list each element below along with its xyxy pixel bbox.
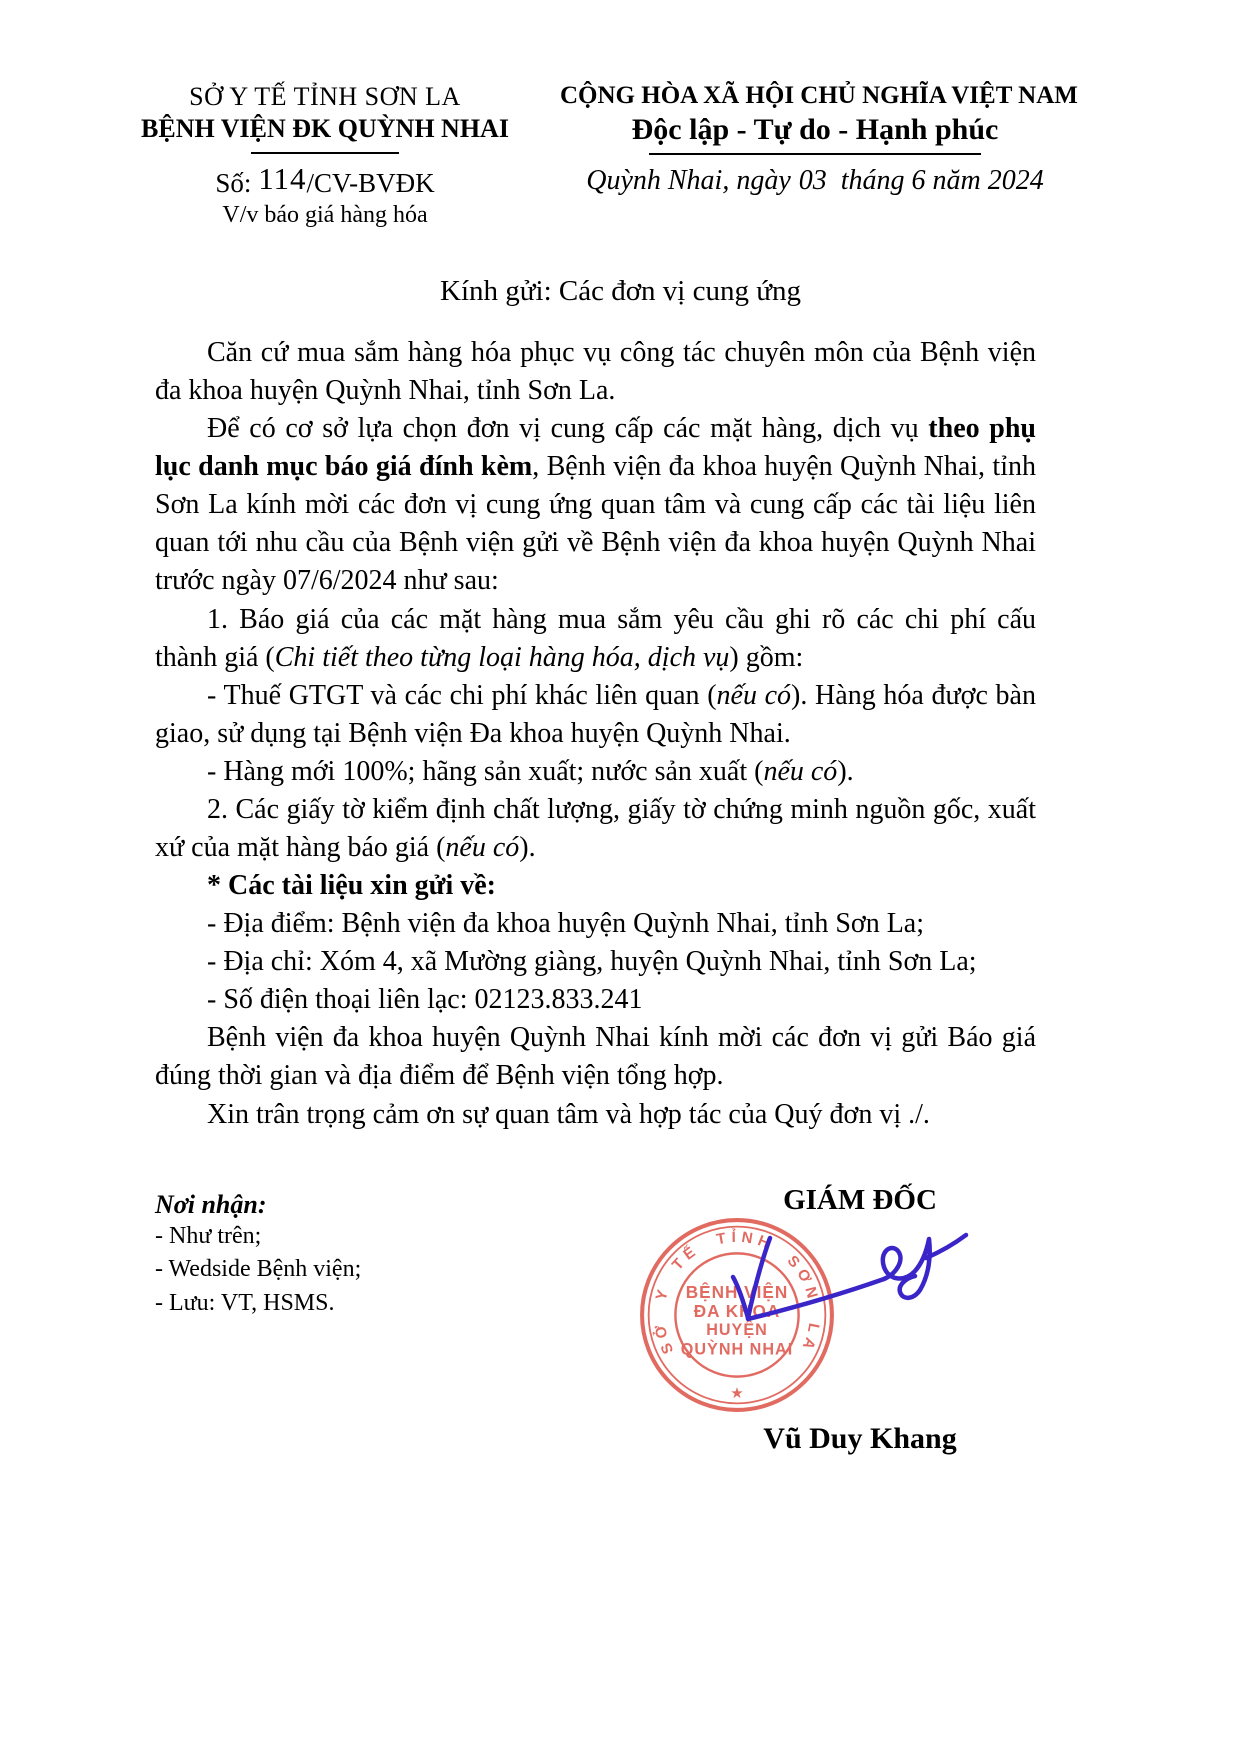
document-footer [0,1183,1241,1730]
place-date-line [560,165,1070,197]
paragraph-2 [155,410,1036,600]
paragraph-4-italic-run: nếu có [716,679,792,711]
paragraph-8: - Địa điểm: Bệnh viện đa khoa huyện Quỳnh Nhai, tỉnh Sơn La; [207,908,925,940]
signer-name: Vũ Duy Khang [763,1421,957,1455]
paragraph-6-run: 2. Các giấy tờ kiểm định chất lượng, giấy tờ chứng minh nguồn gốc, xuất xứ của mặt hàng báo giá ( [155,793,1036,864]
dateline-day: 03 [798,165,827,196]
stamp-star-icon: ★ [730,1384,744,1402]
paragraph-2-bold-run: theo phụ lục danh mục báo giá đính kèm [155,413,1036,483]
signature-stroke [748,1238,770,1318]
number-suffix: /CV-BVĐK [306,168,435,198]
parent-org-name: SỞ Y TẾ TỈNH SƠN LA [189,82,461,111]
stamp-ring-text: SỞ Y TẾ TỈNH SƠN LA [650,1228,823,1357]
signature-ink-icon [712,1218,976,1342]
paragraph-10: - Số điện thoại liên lạc: 02123.833.241 [207,984,643,1016]
paragraph-2-run: , Bệnh viện đa khoa huyện Quỳnh Nhai, tỉnh Sơn La kính mời các đơn vị cung ứng quan tâm và cung cấp các tài liệu liên quan tới nhu cầu của Bệnh viện gửi về Bệnh viện đa khoa huyện Quỳnh Nhai trước ngày 07/6/2024 như sau: [155,451,1036,597]
paragraph-2-run: Để có cơ sở lựa chọn đơn vị cung cấp các mặt hàng, dịch vụ [207,413,929,445]
recipient-line: Kính gửi: Các đơn vị cung ứng [440,275,801,307]
stamp-center-line: BỆNH VIỆN [685,1281,789,1302]
paragraph-6-run: ). [519,832,536,864]
recipients-item: - Như trên; [155,1222,262,1249]
paragraph-5 [155,753,1036,791]
paragraph-1: Căn cứ mua sắm hàng hóa phục vụ công tác chuyên môn của Bệnh viện đa khoa huyện Quỳnh Nhai, tỉnh Sơn La. [155,337,1036,407]
paragraph-4-run: ). Hàng hóa được bàn giao, sử dụng tại Bệnh viện Đa khoa huyện Quỳnh Nhai. [155,679,1036,749]
stamp-center-line: QUỲNH NHAI [680,1340,794,1359]
signature-stroke [733,1277,748,1318]
motto-divider-line [649,153,981,155]
paragraph-3-run: ) gồm: [729,641,804,673]
org-name: BỆNH VIỆN ĐK QUỲNH NHAI [141,114,509,143]
document-header [0,0,1241,229]
paragraph-3-italic-run: Chi tiết theo từng loại hàng hóa, dịch vụ [274,641,730,673]
document-number [140,161,510,200]
recipients-item: - Lưu: VT, HSMS. [155,1289,335,1316]
paragraph-9: - Địa chỉ: Xóm 4, xã Mường giàng, huyện Quỳnh Nhai, tỉnh Sơn La; [207,946,977,978]
signature-stroke [883,1239,930,1298]
signer-title: GIÁM ĐỐC [783,1183,937,1216]
document-body [0,308,1241,1134]
dateline-pre: Quỳnh Nhai, ngày [586,165,791,196]
stamp-center-line: ĐA KHOA [693,1300,781,1321]
paragraph-6-italic-run: nếu có [445,832,520,864]
number-value: 114 [258,161,307,196]
paragraph-5-italic-run: nếu có [763,755,838,787]
document-subject: V/v báo giá hàng hóa [222,202,428,228]
recipients-block [155,1190,361,1321]
paragraph-4 [155,677,1036,753]
paragraph-11: Bệnh viện đa khoa huyện Quỳnh Nhai kính mời các đơn vị gửi Báo giá đúng thời gian và địa điểm để Bệnh viện tổng hợp. [155,1022,1036,1092]
dateline-post: tháng 6 năm 2024 [840,165,1044,196]
number-label: Số: [215,168,252,198]
paragraph-5-run: ). [837,755,854,787]
paragraph-4-run: - Thuế GTGT và các chi phí khác liên quan ( [207,679,717,711]
paragraph-12: Xin trân trọng cảm ơn sự quan tâm và hợp tác của Quý đơn vị ./. [207,1098,930,1130]
signature-stroke [748,1279,884,1319]
national-motto: Độc lập - Tự do - Hạnh phúc [631,113,999,146]
paragraph-7-heading: * Các tài liệu xin gửi về: [207,870,496,902]
paragraph-6 [155,791,1036,867]
org-divider-line [251,152,399,154]
issuing-org-block [140,82,510,229]
recipients-item: - Wedside Bệnh viện; [155,1256,362,1283]
paragraph-3-run: 1. Báo giá của các mặt hàng mua sắm yêu cầu ghi rõ các chi phí cấu thành giá ( [155,603,1036,673]
recipients-label: Nơi nhận: [155,1189,267,1219]
national-title: CỘNG HÒA XÃ HỘI CHỦ NGHĨA VIỆT NAM [560,82,1078,109]
national-motto-block [560,82,1078,229]
paragraph-5-run: - Hàng mới 100%; hãng sản xuất; nước sản xuất ( [207,755,764,787]
signature-stroke [926,1235,966,1258]
paragraph-3 [155,601,1036,677]
stamp-center-line: HUYỆN [706,1320,768,1339]
